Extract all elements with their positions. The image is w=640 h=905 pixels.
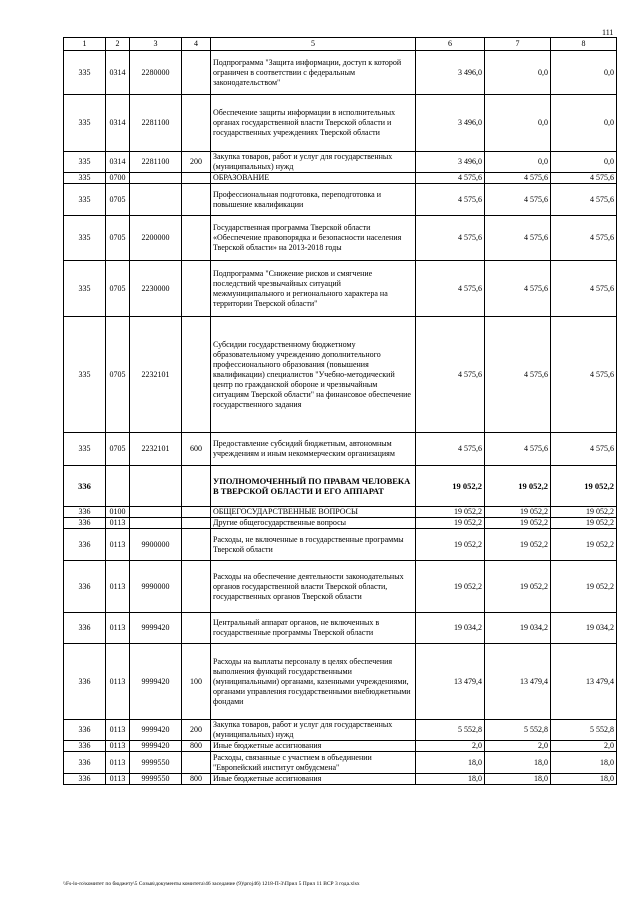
cell-expense-type <box>182 184 211 216</box>
cell-amount-3: 0,0 <box>551 51 617 95</box>
cell-section: 0113 <box>106 741 130 752</box>
cell-amount-2: 13 479,4 <box>485 644 551 720</box>
cell-amount-2: 4 575,6 <box>485 216 551 261</box>
cell-chapter: 335 <box>64 51 106 95</box>
cell-amount-3: 4 575,6 <box>551 261 617 317</box>
table-row <box>64 466 617 507</box>
cell-section: 0100 <box>106 507 130 518</box>
cell-amount-1: 5 552,8 <box>416 720 485 741</box>
cell-target: 9900000 <box>130 529 182 561</box>
cell-section: 0113 <box>106 774 130 785</box>
cell-amount-1: 3 496,0 <box>416 95 485 152</box>
cell-amount-2: 19 052,2 <box>485 518 551 529</box>
cell-amount-1: 18,0 <box>416 774 485 785</box>
cell-description: Расходы, не включенные в государственные программы Тверской области <box>211 529 416 561</box>
cell-section: 0113 <box>106 720 130 741</box>
cell-chapter: 335 <box>64 152 106 173</box>
table-row <box>64 518 617 529</box>
cell-amount-1: 4 575,6 <box>416 261 485 317</box>
cell-chapter: 336 <box>64 644 106 720</box>
cell-chapter: 335 <box>64 216 106 261</box>
cell-target: 2232101 <box>130 317 182 433</box>
cell-amount-1: 19 052,2 <box>416 507 485 518</box>
cell-expense-type <box>182 466 211 507</box>
cell-description: Расходы на выплаты персоналу в целях обеспечения выполнения функций государственными (муниципальными) органами, казенными учреждениями, органами управления государственными внебюджетными фондами <box>211 644 416 720</box>
cell-amount-2: 4 575,6 <box>485 261 551 317</box>
cell-amount-1: 19 052,2 <box>416 529 485 561</box>
cell-amount-3: 19 052,2 <box>551 518 617 529</box>
cell-amount-2: 18,0 <box>485 752 551 774</box>
cell-target: 9999550 <box>130 752 182 774</box>
cell-expense-type <box>182 613 211 644</box>
cell-chapter: 336 <box>64 774 106 785</box>
cell-chapter: 336 <box>64 613 106 644</box>
table-row <box>64 433 617 466</box>
cell-section: 0314 <box>106 152 130 173</box>
cell-expense-type <box>182 507 211 518</box>
cell-amount-3: 19 052,2 <box>551 507 617 518</box>
cell-description: Обеспечение защиты информации в исполнительных органах государственной власти Тверской области и государственных учреждениях Тверской области <box>211 95 416 152</box>
cell-section: 0705 <box>106 433 130 466</box>
cell-amount-1: 4 575,6 <box>416 173 485 184</box>
cell-amount-2: 5 552,8 <box>485 720 551 741</box>
header-cell: 1 <box>64 38 106 51</box>
cell-amount-1: 3 496,0 <box>416 51 485 95</box>
cell-amount-2: 2,0 <box>485 741 551 752</box>
cell-amount-1: 19 052,2 <box>416 466 485 507</box>
cell-amount-3: 19 052,2 <box>551 529 617 561</box>
cell-amount-2: 19 052,2 <box>485 529 551 561</box>
header-cell: 7 <box>485 38 551 51</box>
cell-description: Закупка товаров, работ и услуг для государственных (муниципальных) нужд <box>211 720 416 741</box>
cell-amount-3: 4 575,6 <box>551 184 617 216</box>
table-row <box>64 173 617 184</box>
table-row <box>64 261 617 317</box>
header-cell: 4 <box>182 38 211 51</box>
cell-section: 0705 <box>106 261 130 317</box>
cell-amount-1: 4 575,6 <box>416 216 485 261</box>
cell-section: 0314 <box>106 51 130 95</box>
header-cell: 6 <box>416 38 485 51</box>
cell-amount-1: 4 575,6 <box>416 184 485 216</box>
cell-chapter: 335 <box>64 317 106 433</box>
cell-amount-2: 19 052,2 <box>485 466 551 507</box>
cell-section: 0113 <box>106 752 130 774</box>
table-row <box>64 51 617 95</box>
cell-expense-type: 800 <box>182 741 211 752</box>
table-row <box>64 752 617 774</box>
cell-section: 0113 <box>106 518 130 529</box>
cell-target: 9999420 <box>130 741 182 752</box>
cell-target <box>130 184 182 216</box>
cell-target: 9999550 <box>130 774 182 785</box>
cell-amount-1: 13 479,4 <box>416 644 485 720</box>
cell-target: 2232101 <box>130 433 182 466</box>
table-row <box>64 507 617 518</box>
table-row <box>64 152 617 173</box>
cell-amount-3: 0,0 <box>551 152 617 173</box>
cell-expense-type <box>182 216 211 261</box>
cell-expense-type <box>182 529 211 561</box>
cell-section: 0113 <box>106 644 130 720</box>
cell-description: Иные бюджетные ассигнования <box>211 774 416 785</box>
page-number: 111 <box>602 28 614 37</box>
cell-amount-3: 4 575,6 <box>551 433 617 466</box>
cell-chapter: 336 <box>64 741 106 752</box>
cell-description: Другие общегосударственные вопросы <box>211 518 416 529</box>
cell-amount-3: 13 479,4 <box>551 644 617 720</box>
header-cell: 2 <box>106 38 130 51</box>
cell-section: 0113 <box>106 529 130 561</box>
cell-target: 2200000 <box>130 216 182 261</box>
cell-description: Субсидии государственному бюджетному образовательному учреждению дополнительного профессионального образования (повышения квалификации) специалистов "Учебно-методический центр по гражданской обороне и чрезвычайным ситуациям Тверской области" на финансовое обеспечение государственного задания <box>211 317 416 433</box>
cell-target <box>130 507 182 518</box>
cell-chapter: 335 <box>64 184 106 216</box>
table-row <box>64 317 617 433</box>
cell-target: 2281100 <box>130 152 182 173</box>
cell-amount-2: 0,0 <box>485 152 551 173</box>
cell-section: 0705 <box>106 184 130 216</box>
cell-target: 9999420 <box>130 720 182 741</box>
cell-amount-2: 19 052,2 <box>485 507 551 518</box>
cell-chapter: 335 <box>64 173 106 184</box>
cell-description: Государственная программа Тверской области «Обеспечение правопорядка и безопасности населения Тверской области» на 2013-2018 годы <box>211 216 416 261</box>
cell-section: 0705 <box>106 216 130 261</box>
cell-expense-type <box>182 261 211 317</box>
cell-expense-type <box>182 173 211 184</box>
cell-amount-3: 19 034,2 <box>551 613 617 644</box>
cell-chapter: 336 <box>64 529 106 561</box>
cell-chapter: 335 <box>64 261 106 317</box>
table-row <box>64 774 617 785</box>
table-row <box>64 216 617 261</box>
cell-section: 0113 <box>106 561 130 613</box>
header-cell: 8 <box>551 38 617 51</box>
cell-target <box>130 518 182 529</box>
cell-description: Иные бюджетные ассигнования <box>211 741 416 752</box>
cell-description: УПОЛНОМОЧЕННЫЙ ПО ПРАВАМ ЧЕЛОВЕКА В ТВЕРСКОЙ ОБЛАСТИ И ЕГО АППАРАТ <box>211 466 416 507</box>
cell-expense-type <box>182 561 211 613</box>
cell-section <box>106 466 130 507</box>
cell-target <box>130 466 182 507</box>
cell-expense-type <box>182 317 211 433</box>
cell-amount-3: 4 575,6 <box>551 173 617 184</box>
cell-description: Центральный аппарат органов, не включенных в государственные программы Тверской области <box>211 613 416 644</box>
cell-description: ОБРАЗОВАНИЕ <box>211 173 416 184</box>
table-row <box>64 529 617 561</box>
cell-expense-type: 200 <box>182 720 211 741</box>
cell-target <box>130 173 182 184</box>
cell-amount-2: 19 052,2 <box>485 561 551 613</box>
cell-chapter: 335 <box>64 433 106 466</box>
header-cell: 3 <box>130 38 182 51</box>
table-row <box>64 613 617 644</box>
cell-amount-2: 18,0 <box>485 774 551 785</box>
table-row <box>64 95 617 152</box>
cell-chapter: 336 <box>64 507 106 518</box>
cell-amount-3: 18,0 <box>551 774 617 785</box>
header-cell: 5 <box>211 38 416 51</box>
cell-amount-2: 0,0 <box>485 51 551 95</box>
cell-expense-type <box>182 518 211 529</box>
cell-description: Подпрограмма "Защита информации, доступ к которой ограничен в соответствии с федеральным законодательством" <box>211 51 416 95</box>
cell-description: Подпрограмма "Снижение рисков и смягчение последствий чрезвычайных ситуаций межмуниципального и регионального характера на территории Тверской области" <box>211 261 416 317</box>
cell-section: 0700 <box>106 173 130 184</box>
cell-amount-3: 4 575,6 <box>551 317 617 433</box>
cell-description: Расходы, связанные с участием в объединении "Европейский институт омбудсмена" <box>211 752 416 774</box>
cell-amount-1: 3 496,0 <box>416 152 485 173</box>
table-header-row <box>64 38 617 51</box>
cell-target: 9999420 <box>130 613 182 644</box>
cell-expense-type <box>182 95 211 152</box>
cell-description: Профессиональная подготовка, переподготовка и повышение квалификации <box>211 184 416 216</box>
cell-target: 2230000 <box>130 261 182 317</box>
cell-amount-1: 19 052,2 <box>416 561 485 613</box>
cell-expense-type: 200 <box>182 152 211 173</box>
cell-section: 0705 <box>106 317 130 433</box>
cell-expense-type: 600 <box>182 433 211 466</box>
cell-amount-3: 2,0 <box>551 741 617 752</box>
cell-amount-3: 18,0 <box>551 752 617 774</box>
cell-amount-2: 4 575,6 <box>485 433 551 466</box>
cell-amount-1: 18,0 <box>416 752 485 774</box>
cell-expense-type <box>182 51 211 95</box>
cell-target: 2280000 <box>130 51 182 95</box>
cell-amount-3: 5 552,8 <box>551 720 617 741</box>
cell-expense-type <box>182 752 211 774</box>
cell-amount-2: 4 575,6 <box>485 317 551 433</box>
cell-amount-3: 4 575,6 <box>551 216 617 261</box>
cell-amount-2: 4 575,6 <box>485 184 551 216</box>
cell-amount-3: 19 052,2 <box>551 561 617 613</box>
cell-amount-2: 0,0 <box>485 95 551 152</box>
file-path-footer: \\Fs-lo-ro\комитет по бюджету\5 Созыв\документы комитета\46 заседание (9)\proj46) 1218-П-3\Прил 5 Прил 11 ВСР 3 года.xlsx <box>63 881 360 887</box>
cell-amount-1: 19 034,2 <box>416 613 485 644</box>
cell-amount-3: 19 052,2 <box>551 466 617 507</box>
cell-amount-1: 19 052,2 <box>416 518 485 529</box>
cell-description: ОБЩЕГОСУДАРСТВЕННЫЕ ВОПРОСЫ <box>211 507 416 518</box>
budget-table <box>63 37 617 785</box>
cell-amount-1: 4 575,6 <box>416 433 485 466</box>
cell-expense-type: 100 <box>182 644 211 720</box>
cell-description: Закупка товаров, работ и услуг для государственных (муниципальных) нужд <box>211 152 416 173</box>
table-row <box>64 184 617 216</box>
table-row <box>64 644 617 720</box>
cell-section: 0113 <box>106 613 130 644</box>
cell-description: Предоставление субсидий бюджетным, автономным учреждениям и иным некоммерческим организациям <box>211 433 416 466</box>
cell-section: 0314 <box>106 95 130 152</box>
cell-amount-3: 0,0 <box>551 95 617 152</box>
cell-chapter: 336 <box>64 752 106 774</box>
cell-chapter: 336 <box>64 466 106 507</box>
cell-chapter: 336 <box>64 561 106 613</box>
cell-chapter: 336 <box>64 720 106 741</box>
cell-target: 9999420 <box>130 644 182 720</box>
table-row <box>64 741 617 752</box>
cell-amount-2: 19 034,2 <box>485 613 551 644</box>
cell-chapter: 335 <box>64 95 106 152</box>
cell-amount-2: 4 575,6 <box>485 173 551 184</box>
table-row <box>64 561 617 613</box>
cell-target: 9990000 <box>130 561 182 613</box>
cell-target: 2281100 <box>130 95 182 152</box>
cell-expense-type: 800 <box>182 774 211 785</box>
cell-amount-1: 4 575,6 <box>416 317 485 433</box>
cell-amount-1: 2,0 <box>416 741 485 752</box>
table-row <box>64 720 617 741</box>
cell-chapter: 336 <box>64 518 106 529</box>
cell-description: Расходы на обеспечение деятельности законодательных органов государственной власти Тверской области, государственных органов Тверской области <box>211 561 416 613</box>
